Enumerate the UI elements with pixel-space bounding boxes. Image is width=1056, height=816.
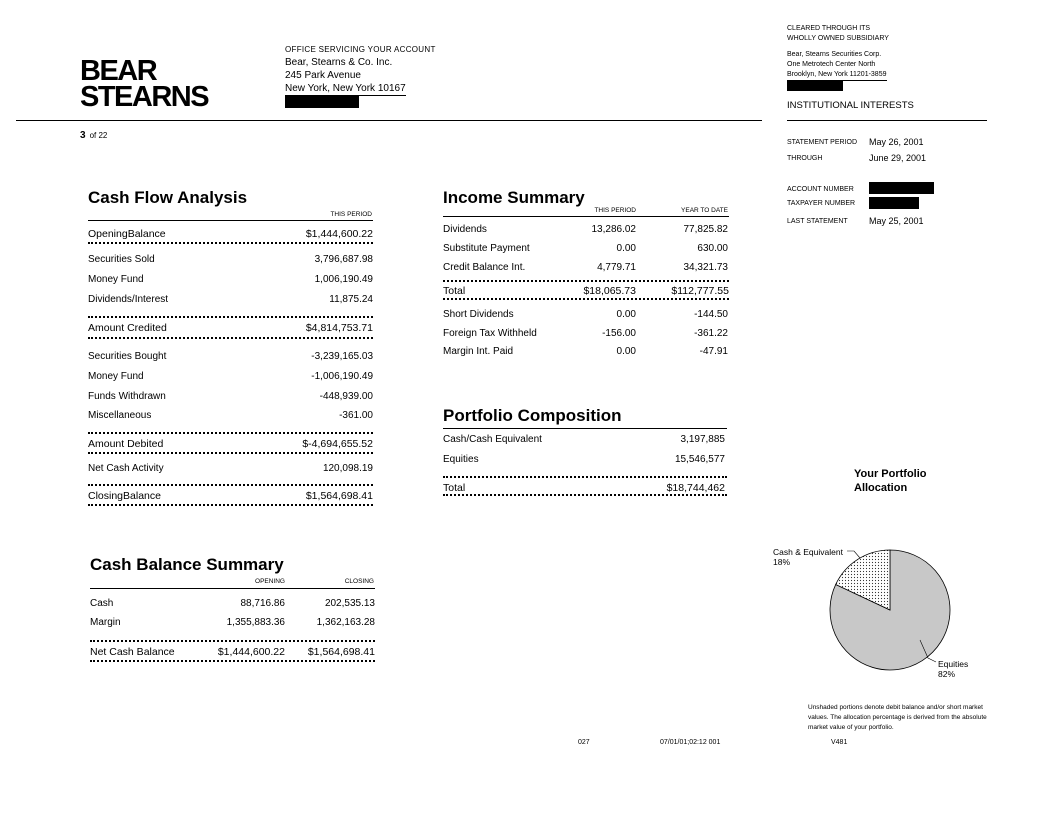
pie-pct-cash: 18% [773, 557, 791, 567]
row-value: $1,444,600.22 [305, 228, 373, 240]
clearing-line-1: CLEARED THROUGH ITS [787, 25, 871, 32]
row-value-period: 0.00 [616, 243, 636, 254]
office-line-2: 245 Park Avenue [285, 70, 361, 81]
clearing-line-4: One Metrotech Center North [787, 61, 876, 68]
row-label: Total [443, 482, 466, 494]
row-label: Securities Sold [88, 254, 155, 265]
office-line-3: New York, New York 10167 [285, 83, 406, 94]
divider [90, 588, 375, 589]
redaction-bar [869, 182, 934, 194]
row-value-closing: 1,362,163.28 [316, 617, 375, 628]
row-value: -1,006,190.49 [311, 371, 373, 382]
dotted-rule [88, 316, 373, 318]
row-value-closing: $1,564,698.41 [307, 646, 375, 658]
row-label: Total [443, 285, 466, 297]
dotted-rule [88, 242, 373, 244]
row-label: Credit Balance Int. [443, 262, 526, 273]
divider [443, 216, 729, 217]
statement-through-value: June 29, 2001 [869, 153, 927, 163]
row-label: Cash [90, 598, 114, 609]
clearing-line-3: Bear, Stearns Securities Corp. [787, 51, 882, 58]
row-value-period: 4,779.71 [597, 262, 636, 273]
row-label: Equities [443, 454, 479, 465]
account-number-label: ACCOUNT NUMBER [787, 186, 854, 193]
dotted-rule [443, 476, 727, 478]
row-value: $4,814,753.71 [305, 322, 373, 334]
redaction-bar [869, 197, 919, 209]
row-label: Net Cash Balance [90, 646, 175, 658]
row-label: Funds Withdrawn [88, 391, 166, 402]
row-label: Money Fund [88, 371, 144, 382]
clearing-block [787, 24, 914, 111]
redaction-bar [787, 81, 843, 91]
page-number [80, 130, 107, 141]
row-label: ClosingBalance [88, 490, 161, 502]
income-col-period: THIS PERIOD [594, 207, 636, 214]
row-label: Margin [90, 617, 121, 628]
allocation-title-line-2: Allocation [854, 482, 908, 494]
row-value-opening: 1,355,883.36 [226, 617, 285, 628]
cash-balance-col-opening: OPENING [255, 578, 285, 585]
logo-line-2: STEARNS [80, 81, 209, 113]
leader-line-cash [847, 551, 860, 558]
row-value: $18,744,462 [666, 482, 725, 494]
bear-stearns-logo [80, 55, 209, 113]
cash-flow-col-header: THIS PERIOD [330, 211, 372, 218]
row-value-ytd: 34,321.73 [683, 262, 728, 273]
row-value-ytd: -144.50 [694, 309, 728, 320]
row-value-opening: $1,444,600.22 [217, 646, 285, 658]
allocation-title-line-1: Your Portfolio [854, 468, 927, 480]
row-value-ytd: 77,825.82 [683, 224, 728, 235]
dotted-rule [88, 452, 373, 454]
institutional-interests: INSTITUTIONAL INTERESTS [787, 100, 914, 111]
pie-label-cash: Cash & Equivalent [773, 547, 843, 557]
row-value: 11,875.24 [329, 294, 373, 305]
redaction-bar [285, 96, 359, 108]
portfolio-composition-title: Portfolio Composition [443, 406, 622, 425]
dotted-rule [88, 484, 373, 486]
divider [443, 428, 727, 429]
pie-pct-equities: 82% [938, 669, 956, 679]
page-current: 3 [80, 130, 86, 141]
statement-period [787, 137, 924, 147]
row-label: Miscellaneous [88, 410, 152, 421]
row-label: Margin Int. Paid [443, 346, 514, 357]
dotted-rule [443, 280, 729, 282]
row-label: OpeningBalance [88, 228, 166, 240]
dotted-rule [90, 660, 375, 662]
dotted-rule [90, 640, 375, 642]
row-value-period: 0.00 [616, 309, 636, 320]
row-value: -3,239,165.03 [311, 351, 373, 362]
office-address-block [285, 43, 436, 112]
taxpayer-number-label: TAXPAYER NUMBER [787, 200, 856, 207]
last-statement-label: LAST STATEMENT [787, 218, 848, 225]
dotted-rule [88, 337, 373, 339]
row-label: Amount Debited [88, 438, 164, 450]
row-value: -448,939.00 [319, 391, 373, 402]
logo-line-1: BEAR [80, 55, 157, 87]
row-value: -361.00 [339, 410, 373, 421]
row-label: Foreign Tax Withheld [443, 328, 537, 339]
office-line-1: Bear, Stearns & Co. Inc. [285, 57, 393, 68]
footer-code-3: V481 [831, 739, 848, 746]
row-label: Dividends [443, 224, 487, 235]
allocation-note: Unshaded portions denote debit balance and/or short market values. The allocation percentage is derived from the absolute market value of your portfolio. [808, 704, 987, 731]
cash-balance-col-closing: CLOSING [344, 578, 374, 585]
row-value: 3,197,885 [680, 434, 725, 445]
clearing-line-5: Brooklyn, New York 11201-3859 [787, 70, 887, 81]
row-label: Amount Credited [88, 322, 167, 334]
row-value-period: $18,065.73 [583, 285, 636, 297]
dotted-rule [88, 432, 373, 434]
statement-through-label: THROUGH [787, 155, 823, 162]
clearing-line-2: WHOLLY OWNED SUBSIDIARY [787, 35, 889, 42]
row-value-ytd: -47.91 [699, 346, 728, 357]
pie-label-equities: Equities [938, 659, 969, 669]
row-value: 3,796,687.98 [314, 254, 373, 265]
row-label: Dividends/Interest [88, 294, 169, 305]
footer-code-2: 07/01/01;02:12 001 [660, 739, 721, 746]
row-label: Short Dividends [443, 309, 514, 320]
row-label: Substitute Payment [443, 243, 530, 254]
cash-flow-title: Cash Flow Analysis [88, 188, 248, 207]
row-value: 1,006,190.49 [314, 274, 373, 285]
row-value-closing: 202,535.13 [324, 598, 375, 609]
allocation-title [854, 467, 927, 495]
row-value-ytd: 630.00 [697, 243, 728, 254]
row-value: $-4,694,655.52 [302, 438, 373, 450]
income-summary-title: Income Summary [443, 188, 585, 207]
statement-through [787, 153, 927, 163]
row-value-period: 0.00 [616, 346, 636, 357]
dotted-rule [443, 494, 727, 496]
cash-balance-title: Cash Balance Summary [90, 555, 284, 574]
taxpayer-number [787, 200, 855, 207]
header-rule [16, 120, 762, 121]
office-header: OFFICE SERVICING YOUR ACCOUNT [285, 45, 436, 54]
row-label: Cash/Cash Equivalent [443, 434, 542, 445]
statement-period-label: STATEMENT PERIOD [787, 139, 858, 146]
dotted-rule [443, 298, 729, 300]
statement-period-value: May 26, 2001 [869, 137, 924, 147]
row-label: Securities Bought [88, 351, 167, 362]
page-total: of 22 [89, 131, 108, 140]
allocation-pie-chart [760, 540, 1010, 690]
pie-slices [830, 550, 950, 670]
dotted-rule [88, 504, 373, 506]
row-value-ytd: -361.22 [694, 328, 728, 339]
last-statement [787, 216, 924, 226]
row-value-period: -156.00 [602, 328, 636, 339]
row-value-ytd: $112,777.55 [671, 285, 729, 297]
row-value: 120,098.19 [322, 463, 373, 474]
row-value-opening: 88,716.86 [240, 598, 285, 609]
divider [88, 220, 373, 221]
footer-code-1: 027 [578, 739, 590, 746]
row-value-period: 13,286.02 [591, 224, 636, 235]
right-rule [787, 120, 987, 121]
row-value: $1,564,698.41 [305, 490, 373, 502]
account-number [787, 186, 854, 193]
row-label: Money Fund [88, 274, 144, 285]
row-label: Net Cash Activity [88, 463, 164, 474]
last-statement-value: May 25, 2001 [869, 216, 924, 226]
income-col-ytd: YEAR TO DATE [681, 207, 728, 214]
row-value: 15,546,577 [674, 454, 725, 465]
